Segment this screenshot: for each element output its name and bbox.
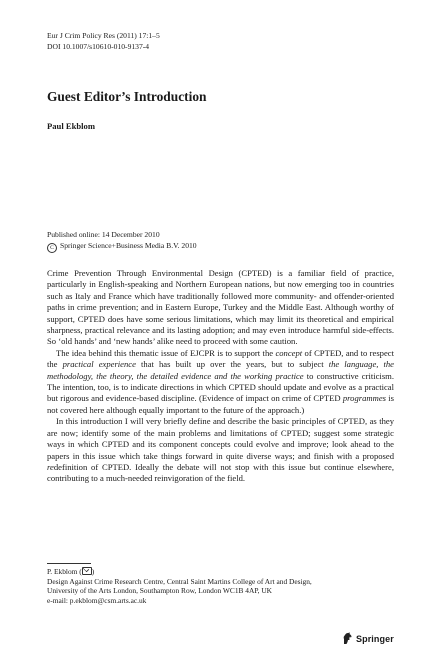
text-run: is not covered here although equally important to the future of the approach.) (47, 393, 394, 415)
emphasis: programmes (342, 393, 386, 404)
article-title: Guest Editor’s Introduction (47, 89, 207, 104)
text-run: that has built up over the years, but to subject (135, 359, 329, 370)
footnote-author-name: P. Ekblom ( (47, 567, 82, 576)
text-run: The idea behind this thematic issue of EJCPR is to support the (56, 347, 276, 358)
affiliation-line-2: University of the Arts London, Southampton Row, London WC1B 4AP, UK (47, 586, 273, 596)
text-run: to constructive criticism. The intention, too, is to indicate directions in which CPTED should update and evolve as a practical but rigorous and evidence-based discipline. (Evidence of impact on crime of CPTED (47, 370, 394, 404)
springer-wordmark: Springer (356, 633, 394, 644)
copyright-text: Springer Science+Business Media B.V. 2010 (60, 240, 197, 250)
article-meta (47, 31, 160, 52)
published-date: Published online: 14 December 2010 (47, 230, 160, 239)
envelope-icon (82, 567, 95, 576)
emphasis: re (47, 461, 54, 472)
emphasis: practical experience (62, 359, 136, 370)
springer-horse-icon (342, 632, 353, 645)
footnote-divider (47, 563, 91, 564)
author-email[interactable]: e-mail: p.ekblom@csm.arts.ac.uk (47, 595, 147, 605)
emphasis: concept (275, 347, 303, 358)
text-run: In this introduction I will very briefly define and describe the basic principles of CPTED, as they are now; identify some of the main problems and limitations of CPTED; suggest some strategic ways in which CPTED and its component concepts could evolve and improve; look ahead to the papers in this issue which take things forward in quite diverse ways; and finish with a proposed (47, 416, 394, 461)
corresponding-author (47, 567, 394, 577)
author-footnote (47, 567, 394, 605)
article-body (47, 268, 394, 485)
copyright-line (47, 241, 197, 253)
paragraph-3 (47, 416, 394, 484)
paragraph-2 (47, 348, 394, 416)
paren-close: ) (91, 567, 95, 576)
journal-citation: Eur J Crim Policy Res (2011) 17:1–5 (47, 31, 160, 40)
affiliation-line-1: Design Against Crime Research Centre, Central Saint Martins College of Art and Design, (47, 576, 312, 586)
springer-logo (342, 632, 394, 645)
text-run: definition of CPTED. Ideally the debate will not stop with this issue but continue elsewhere, contributing to a much-needed reinvigoration of the field. (47, 461, 394, 484)
doi-line: DOI 10.1007/s10610-010-9137-4 (47, 41, 150, 51)
emphasis: the language, the methodology, the theory, the detailed evidence and the working practice (47, 359, 394, 381)
copyright-icon: C (47, 243, 57, 253)
paragraph-1: Crime Prevention Through Environmental Design (CPTED) is a familiar field of practice, particularly in English-speaking and Northern European nations, but now emerging too in countries such as Italy and France which have traditionally followed more community- and offender-oriented paths in crime prevention; and in Eastern Europe, Turkey and the Middle East. Although worthy of support, CPTED does have some serious limitations, which may limit its theoretical and empirical sharpness, practical relevance and its lasting adoption; and may even introduce harmful side-effects. So ‘old hands’ and ‘new hands’ alike need to proceed with some caution. (47, 268, 394, 347)
author-name: Paul Ekblom (47, 121, 95, 131)
text-run: of CPTED, and to respect the (47, 347, 394, 370)
publication-info (47, 230, 197, 253)
